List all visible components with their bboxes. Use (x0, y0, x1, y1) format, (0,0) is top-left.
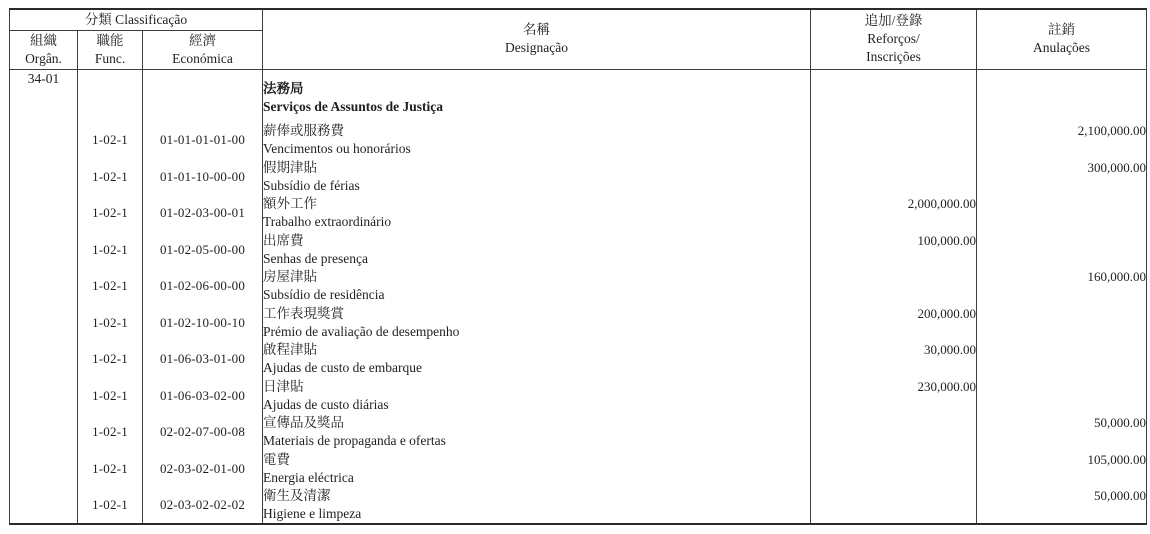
designation-zh: 薪俸或服務費 (263, 123, 344, 138)
designation-pt: Subsídio de residência (263, 287, 385, 302)
designation-cell (263, 122, 811, 159)
designation-cell (263, 268, 811, 305)
designation-pt: Ajudas de custo diárias (263, 396, 389, 412)
reforcos-amount-cell (811, 268, 977, 305)
designation-pt: Subsídio de férias (263, 177, 360, 193)
designation-zh: 工作表現獎賞 (263, 305, 344, 321)
designation-zh: 假期津貼 (263, 159, 317, 175)
anulacoes-amount-cell: 50,000.00 (977, 487, 1147, 524)
organ-code-cell (10, 305, 78, 342)
group-designation-cell (263, 69, 811, 122)
designation-cell (263, 451, 811, 488)
reforcos-amount-cell (811, 451, 977, 488)
organ-code-cell (10, 414, 78, 451)
header-reforcos-zh: 追加/登錄 (864, 13, 923, 29)
organ-code-cell (10, 341, 78, 378)
header-organ-pt: Orgân. (25, 50, 62, 66)
header-designation-zh: 名稱 (523, 22, 550, 38)
func-code-cell: 1-02-1 (78, 232, 143, 269)
designation-pt: Energia eléctrica (263, 469, 354, 485)
organ-code-cell (10, 487, 78, 524)
organ-code-cell (10, 232, 78, 269)
header-func-pt: Func. (94, 50, 126, 66)
designation-zh: 房屋津貼 (263, 269, 317, 284)
designation-cell (263, 195, 811, 232)
anulacoes-amount-cell (977, 69, 1147, 122)
table-row (10, 159, 1147, 196)
header-classification-label: 分類 Classificação (84, 11, 188, 27)
designation-cell (263, 232, 811, 269)
reforcos-amount-cell: 200,000.00 (811, 305, 977, 342)
header-econ-pt: Económica (172, 50, 233, 66)
designation-pt: Ajudas de custo de embarque (263, 360, 422, 375)
reforcos-amount-cell (811, 159, 977, 196)
designation-cell (263, 341, 811, 378)
organ-code-cell (10, 451, 78, 488)
table-row (10, 305, 1147, 342)
designation-zh: 電費 (263, 451, 290, 467)
func-code-cell: 1-02-1 (78, 195, 143, 232)
econ-code-cell: 02-02-07-00-08 (143, 414, 263, 451)
header-reforcos-pt1: Reforços/ (867, 31, 920, 47)
anulacoes-amount-cell: 105,000.00 (977, 451, 1147, 488)
table-row (10, 232, 1147, 269)
designation-cell (263, 487, 811, 524)
func-code-cell (78, 69, 143, 122)
header-func-zh: 職能 (96, 32, 124, 48)
designation-pt: Senhas de presença (263, 250, 368, 266)
table-row (10, 414, 1147, 451)
header-anulacoes (977, 9, 1147, 69)
econ-code-cell: 01-06-03-02-00 (143, 378, 263, 415)
reforcos-amount-cell: 230,000.00 (811, 378, 977, 415)
organ-code-cell (10, 195, 78, 232)
table-row (10, 195, 1147, 232)
header-organ (10, 30, 78, 69)
table-row (10, 268, 1147, 305)
econ-code-cell: 02-03-02-01-00 (143, 451, 263, 488)
func-code-cell: 1-02-1 (78, 451, 143, 488)
reforcos-amount-cell: 30,000.00 (811, 341, 977, 378)
designation-pt: Prémio de avaliação de desempenho (263, 323, 460, 339)
table-row (10, 378, 1147, 415)
header-designation-pt: Designação (505, 40, 568, 56)
organ-code-cell (10, 378, 78, 415)
anulacoes-amount-cell (977, 232, 1147, 269)
anulacoes-amount-cell (977, 341, 1147, 378)
econ-code-cell: 01-02-05-00-00 (143, 232, 263, 269)
header-designation (263, 9, 811, 69)
anulacoes-amount-cell: 50,000.00 (977, 414, 1147, 451)
reforcos-amount-cell (811, 69, 977, 122)
func-code-cell: 1-02-1 (78, 414, 143, 451)
header-anulacoes-pt: Anulações (1033, 40, 1090, 56)
econ-code-cell: 01-01-01-01-00 (143, 122, 263, 159)
header-anulacoes-zh: 註銷 (1048, 22, 1075, 38)
designation-pt: Trabalho extraordinário (263, 214, 392, 229)
header-classification (10, 9, 263, 30)
econ-code-cell: 01-02-03-00-01 (143, 195, 263, 232)
anulacoes-amount-cell: 2,100,000.00 (977, 122, 1147, 159)
func-code-cell: 1-02-1 (78, 487, 143, 524)
organ-code-cell: 34-01 (10, 69, 78, 122)
table-row (10, 341, 1147, 378)
econ-code-cell: 01-01-10-00-00 (143, 159, 263, 196)
header-organ-zh: 組織 (30, 32, 57, 48)
func-code-cell: 1-02-1 (78, 305, 143, 342)
group-name-zh: 法務局 (263, 80, 304, 96)
reforcos-amount-cell: 100,000.00 (811, 232, 977, 269)
reforcos-amount-cell (811, 414, 977, 451)
designation-zh: 額外工作 (263, 196, 317, 211)
func-code-cell: 1-02-1 (78, 159, 143, 196)
table-row (10, 487, 1147, 524)
econ-code-cell: 01-06-03-01-00 (143, 341, 263, 378)
anulacoes-amount-cell (977, 378, 1147, 415)
designation-pt: Higiene e limpeza (263, 506, 362, 521)
designation-zh: 出席費 (263, 232, 304, 248)
func-code-cell: 1-02-1 (78, 378, 143, 415)
designation-zh: 啟程津貼 (263, 342, 317, 357)
designation-cell (263, 305, 811, 342)
reforcos-amount-cell: 2,000,000.00 (811, 195, 977, 232)
econ-code-cell: 01-02-10-00-10 (143, 305, 263, 342)
econ-code-cell (143, 69, 263, 122)
table-row (10, 122, 1147, 159)
header-func (78, 30, 143, 69)
anulacoes-amount-cell: 300,000.00 (977, 159, 1147, 196)
func-code-cell: 1-02-1 (78, 268, 143, 305)
anulacoes-amount-cell (977, 305, 1147, 342)
designation-cell (263, 414, 811, 451)
designation-zh: 衛生及清潔 (263, 488, 331, 503)
func-code-cell: 1-02-1 (78, 122, 143, 159)
header-econ-zh: 經濟 (189, 32, 216, 48)
designation-pt: Vencimentos ou honorários (263, 141, 411, 156)
budget-table (9, 8, 1147, 525)
designation-zh: 日津貼 (263, 378, 304, 394)
organ-code-cell (10, 159, 78, 196)
table-row (10, 451, 1147, 488)
header-reforcos (811, 9, 977, 69)
organ-code-cell (10, 122, 78, 159)
func-code-cell: 1-02-1 (78, 341, 143, 378)
group-name-pt: Serviços de Assuntos de Justiça (263, 98, 444, 114)
anulacoes-amount-cell (977, 195, 1147, 232)
designation-zh: 宣傳品及獎品 (263, 415, 344, 430)
designation-cell (263, 378, 811, 415)
reforcos-amount-cell (811, 122, 977, 159)
group-row (10, 69, 1147, 122)
header-econ (143, 30, 263, 69)
designation-cell (263, 159, 811, 196)
anulacoes-amount-cell: 160,000.00 (977, 268, 1147, 305)
reforcos-amount-cell (811, 487, 977, 524)
econ-code-cell: 01-02-06-00-00 (143, 268, 263, 305)
designation-pt: Materiais de propaganda e ofertas (263, 433, 446, 448)
header-reforcos-pt2: Inscrições (866, 49, 921, 65)
econ-code-cell: 02-03-02-02-02 (143, 487, 263, 524)
organ-code-cell (10, 268, 78, 305)
